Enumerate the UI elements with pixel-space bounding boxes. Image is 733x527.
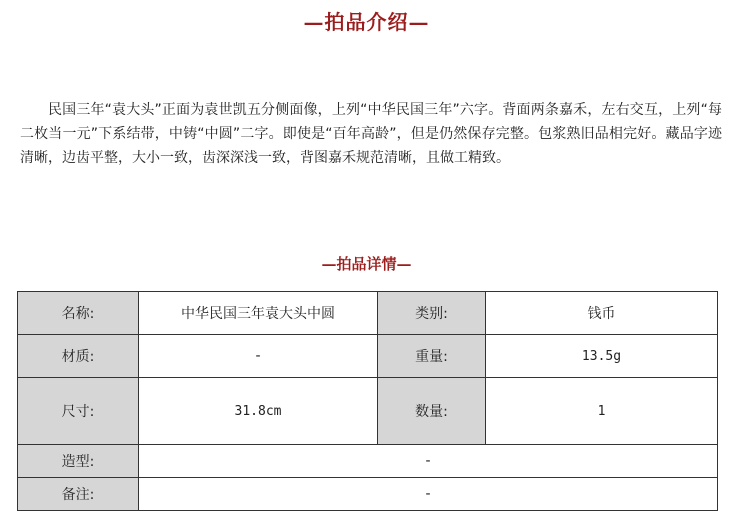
remark-value: - bbox=[139, 478, 718, 511]
details-section-title: —拍品详情— bbox=[321, 255, 412, 273]
shape-label: 造型: bbox=[18, 445, 139, 478]
weight-label: 重量: bbox=[378, 335, 486, 378]
name-value: 中华民国三年袁大头中圆 bbox=[139, 292, 378, 335]
intro-description: 民国三年“袁大头”正面为袁世凯五分侧面像，上列“中华民国三年”六字。背面两条嘉禾，左右交互，上列“每二枚当一元”下系结带，中铸“中圆”二字。即使是“百年高龄”，但是仍然保存完整。包浆熟旧品相完好。藏品字迹清晰，边齿平整，大小一致，齿深深浅一致，背图嘉禾规范清晰，且做工精致。 bbox=[20, 102, 722, 166]
details-table bbox=[17, 291, 718, 511]
table-row bbox=[18, 335, 718, 378]
table-row bbox=[18, 292, 718, 335]
shape-value: - bbox=[139, 445, 718, 478]
material-label: 材质: bbox=[18, 335, 139, 378]
table-row bbox=[18, 378, 718, 445]
quantity-value: 1 bbox=[486, 378, 718, 445]
material-value: - bbox=[139, 335, 378, 378]
size-label: 尺寸: bbox=[18, 378, 139, 445]
size-value: 31.8cm bbox=[139, 378, 378, 445]
table-row bbox=[18, 478, 718, 511]
category-value: 钱币 bbox=[486, 292, 718, 335]
remark-label: 备注: bbox=[18, 478, 139, 511]
quantity-label: 数量: bbox=[378, 378, 486, 445]
category-label: 类别: bbox=[378, 292, 486, 335]
weight-value: 13.5g bbox=[486, 335, 718, 378]
table-row bbox=[18, 445, 718, 478]
name-label: 名称: bbox=[18, 292, 139, 335]
intro-section-title: —拍品介绍— bbox=[303, 10, 430, 34]
